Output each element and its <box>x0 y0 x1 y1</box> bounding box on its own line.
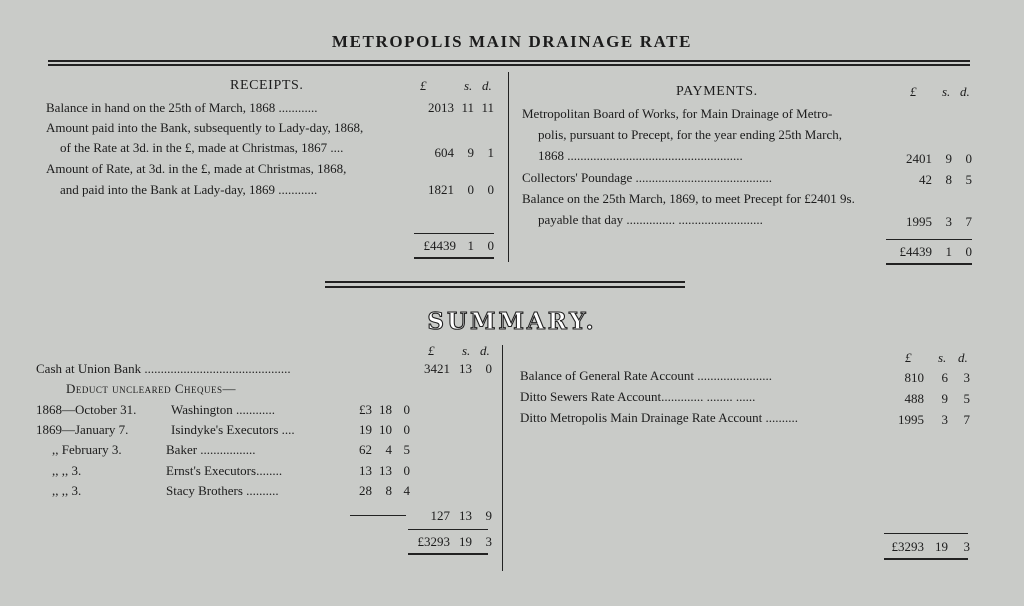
summary-right-total-rule-bottom <box>884 558 968 560</box>
account-2-pence: 5 <box>963 391 970 406</box>
cash-line: Cash at Union Bank ............................................. <box>36 361 291 376</box>
summary-left-pence-header: d. <box>480 343 490 358</box>
cheque-3-pounds: 62 <box>359 442 372 457</box>
payments-total-rule-bottom <box>886 263 972 265</box>
account-3-shillings: 3 <box>941 412 948 427</box>
summary-right-pence-header: d. <box>958 350 968 365</box>
payments-pound-header: £ <box>910 84 917 99</box>
page-title: METROPOLIS MAIN DRAINAGE RATE <box>331 32 693 51</box>
cheque-3-pence: 5 <box>403 442 410 457</box>
receipts-pound-header: £ <box>420 78 427 93</box>
cheque-2-pounds: 19 <box>359 422 372 437</box>
payments-total-pence: 0 <box>965 244 972 259</box>
account-line-3: Ditto Metropolis Main Drainage Rate Account .......... <box>520 410 799 425</box>
title-rule-bottom <box>48 64 970 66</box>
receipts-pence-header: d. <box>482 78 492 93</box>
receipt-2-shillings: 9 <box>467 145 474 160</box>
column-divider-top <box>508 72 509 262</box>
summary-left-total-pence: 3 <box>485 534 492 549</box>
account-2-pounds: 488 <box>904 391 924 406</box>
receipt-line-1: Balance in hand on the 25th of March, 1868 ............ <box>46 100 318 115</box>
receipts-heading: RECEIPTS. <box>230 78 304 93</box>
payments-shilling-header: s. <box>942 84 951 99</box>
receipt-line-4: Amount of Rate, at 3d. in the £, made at Christmas, 1868, <box>46 161 347 176</box>
account-line-1: Balance of General Rate Account ....................... <box>520 368 772 383</box>
summary-right-total-pounds: £3293 <box>891 539 924 554</box>
cheque-4-date: ,, ,, 3. <box>52 463 82 478</box>
payment-1-pounds: 2401 <box>906 151 932 166</box>
payments-heading: PAYMENTS. <box>676 84 758 99</box>
summary-left-pound-header: £ <box>428 343 435 358</box>
summary-right-total-pence: 3 <box>963 539 970 554</box>
payment-2-pounds: 42 <box>919 172 932 187</box>
payments-total-rule-top <box>886 239 972 240</box>
cheque-2-date: 1869—January 7. <box>36 422 129 437</box>
cheque-1-payee: Washington ............ <box>171 402 276 417</box>
receipt-1-pence: 11 <box>481 100 494 115</box>
account-1-shillings: 6 <box>941 370 948 385</box>
receipts-total-pounds: £4439 <box>423 238 456 253</box>
payment-1-pence: 0 <box>965 151 972 166</box>
cheque-1-pounds: £3 <box>359 402 372 417</box>
account-3-pounds: 1995 <box>898 412 924 427</box>
receipt-line-3: of the Rate at 3d. in the £, made at Christmas, 1867 .... <box>60 140 344 155</box>
deduct-heading: Deduct uncleared Cheques— <box>66 381 237 396</box>
payment-3-shillings: 3 <box>945 214 952 229</box>
payment-line-2: polis, pursuant to Precept, for the year ending 25th March, <box>538 127 842 142</box>
section-rule-top <box>325 281 685 283</box>
cheque-5-date: ,, ,, 3. <box>52 483 82 498</box>
summary-left-total-rule-top <box>408 529 488 530</box>
receipts-shilling-header: s. <box>464 78 473 93</box>
section-rule-bottom <box>325 286 685 288</box>
cheques-total-shillings: 13 <box>459 508 472 523</box>
cheque-1-date: 1868—October 31. <box>36 402 137 417</box>
account-1-pence: 3 <box>963 370 970 385</box>
summary-right-total-shillings: 19 <box>935 539 948 554</box>
receipt-3-shillings: 0 <box>467 182 474 197</box>
column-divider-bottom <box>502 345 503 571</box>
summary-heading: SUMMARY. <box>427 308 597 335</box>
cheque-4-pence: 0 <box>403 463 410 478</box>
account-line-2: Ditto Sewers Rate Account............. ........ ...... <box>520 389 756 404</box>
receipt-2-pounds: 604 <box>434 145 454 160</box>
cheques-total-pounds: 127 <box>430 508 450 523</box>
summary-left-total-pounds: £3293 <box>417 534 450 549</box>
summary-left-total-rule-bottom <box>408 553 488 555</box>
cheque-5-pence: 4 <box>403 483 410 498</box>
cash-pounds: 3421 <box>424 361 450 376</box>
summary-left-total-shillings: 19 <box>459 534 472 549</box>
payments-total-pounds: £4439 <box>899 244 932 259</box>
cheque-5-pounds: 28 <box>359 483 372 498</box>
payment-2-pence: 5 <box>965 172 972 187</box>
cheque-4-payee: Ernst's Executors........ <box>166 463 283 478</box>
receipts-total-rule-top <box>414 233 494 234</box>
receipt-line-5: and paid into the Bank at Lady-day, 1869 ............ <box>60 182 318 197</box>
cheque-5-shillings: 8 <box>385 483 392 498</box>
cheque-3-payee: Baker ................. <box>166 442 256 457</box>
cheque-5-payee: Stacy Brothers .......... <box>166 483 279 498</box>
cheques-dash <box>350 515 406 516</box>
summary-left-shilling-header: s. <box>462 343 471 358</box>
cash-shillings: 13 <box>459 361 472 376</box>
receipts-total-pence: 0 <box>487 238 494 253</box>
receipts-total-shillings: 1 <box>467 238 474 253</box>
cheque-1-shillings: 18 <box>379 402 392 417</box>
receipt-3-pounds: 1821 <box>428 182 454 197</box>
payment-line-1: Metropolitan Board of Works, for Main Drainage of Metro- <box>522 106 833 121</box>
summary-right-total-rule-top <box>884 533 968 534</box>
receipt-1-pounds: 2013 <box>428 100 454 115</box>
cheque-4-shillings: 13 <box>379 463 392 478</box>
cheque-2-shillings: 10 <box>379 422 392 437</box>
payment-1-shillings: 9 <box>945 151 952 166</box>
receipt-2-pence: 1 <box>487 145 494 160</box>
payment-2-shillings: 8 <box>945 172 952 187</box>
account-1-pounds: 810 <box>904 370 924 385</box>
cheque-4-pounds: 13 <box>359 463 372 478</box>
cheque-3-date: ,, February 3. <box>52 442 122 457</box>
summary-right-shilling-header: s. <box>938 350 947 365</box>
summary-right-pound-header: £ <box>905 350 912 365</box>
receipt-line-2: Amount paid into the Bank, subsequently to Lady-day, 1868, <box>46 120 364 135</box>
payment-3-pence: 7 <box>965 214 972 229</box>
payments-total-shillings: 1 <box>945 244 952 259</box>
account-3-pence: 7 <box>963 412 970 427</box>
payment-line-3: 1868 ...................................................... <box>538 148 743 163</box>
payment-line-4: Collectors' Poundage .......................................... <box>522 170 773 185</box>
cheque-1-pence: 0 <box>403 402 410 417</box>
payment-line-5: Balance on the 25th March, 1869, to meet Precept for £2401 9s. <box>522 191 855 206</box>
cheque-3-shillings: 4 <box>385 442 392 457</box>
receipts-total-rule-bottom <box>414 257 494 259</box>
payment-3-pounds: 1995 <box>906 214 932 229</box>
cheque-2-payee: Isindyke's Executors .... <box>171 422 295 437</box>
payments-pence-header: d. <box>960 84 970 99</box>
receipt-1-shillings: 11 <box>461 100 474 115</box>
receipt-3-pence: 0 <box>487 182 494 197</box>
cheque-2-pence: 0 <box>403 422 410 437</box>
title-rule-top <box>48 60 970 62</box>
account-2-shillings: 9 <box>941 391 948 406</box>
cheques-total-pence: 9 <box>485 508 492 523</box>
cash-pence: 0 <box>485 361 492 376</box>
payment-line-6: payable that day ............... .......................... <box>538 212 763 227</box>
